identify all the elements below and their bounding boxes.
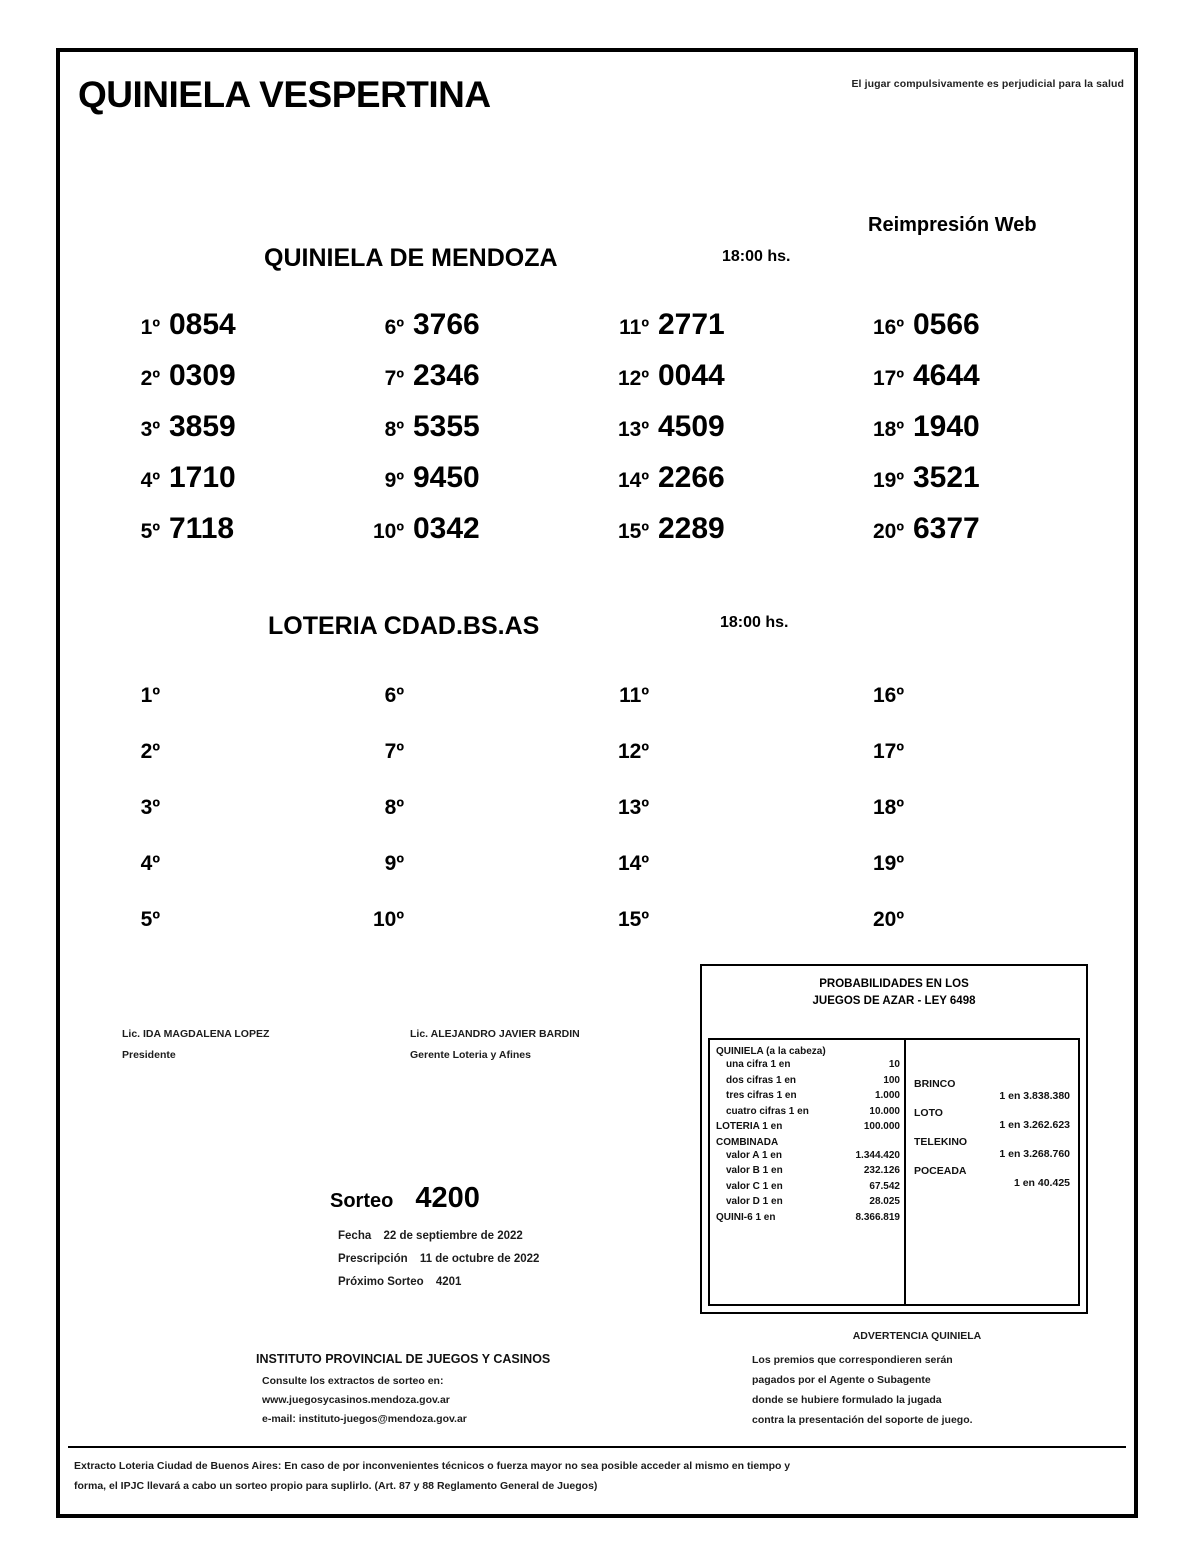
- section-title-loteria-caba: LOTERIA CDAD.BS.AS: [268, 612, 540, 640]
- advertencia-line: donde se hubiere formulado la jugada: [752, 1394, 942, 1406]
- result-rank: 13º: [617, 418, 649, 441]
- result-row: [116, 852, 366, 908]
- institute-name: INSTITUTO PROVINCIAL DE JUEGOS Y CASINOS: [256, 1352, 551, 1366]
- result-rank: 5º: [140, 520, 160, 543]
- fecha-label: Fecha: [338, 1230, 372, 1242]
- result-row: [360, 908, 610, 964]
- game-odds: 1 en 3.268.760: [999, 1148, 1070, 1160]
- section-time-loteria-caba: 18:00 hs.: [720, 614, 789, 631]
- result-row: [360, 852, 610, 908]
- result-row: [605, 410, 855, 461]
- probability-row: [716, 1179, 900, 1195]
- result-rank: 1º: [140, 316, 160, 339]
- probabilities-quiniela-column: [710, 1040, 906, 1304]
- probability-game: [914, 1136, 1074, 1160]
- result-number: 4509: [658, 410, 725, 443]
- result-row: [860, 359, 1110, 410]
- result-rank: 8º: [384, 418, 404, 441]
- result-row: [605, 852, 855, 908]
- result-number: 4644: [913, 359, 980, 392]
- result-rank: 6º: [384, 684, 404, 707]
- probability-row: [716, 1148, 900, 1164]
- result-row: [360, 684, 610, 740]
- sorteo-meta: [330, 1225, 539, 1294]
- result-row: [360, 308, 610, 359]
- probability-value: 100.000: [863, 1121, 900, 1132]
- probability-value: 67.542: [869, 1180, 900, 1192]
- result-rank: 13º: [617, 796, 649, 819]
- result-number: 3766: [413, 308, 480, 341]
- result-number: 1940: [913, 410, 980, 443]
- probability-value: 100: [883, 1074, 900, 1086]
- result-rank: 9º: [384, 852, 404, 875]
- reimpresion-web-label: Reimpresión Web: [868, 214, 1037, 236]
- probability-value: 28.025: [869, 1196, 900, 1207]
- result-rank: 19º: [872, 852, 904, 875]
- game-name: TELEKINO: [914, 1136, 968, 1148]
- result-rank: 10º: [372, 520, 404, 543]
- result-number: 3859: [169, 410, 236, 443]
- result-row: [360, 740, 610, 796]
- signature-name: Lic. IDA MAGDALENA LOPEZ: [122, 1028, 270, 1040]
- probability-row: [716, 1163, 900, 1179]
- probability-label: valor A 1 en: [726, 1149, 782, 1161]
- probability-game: [914, 1107, 1074, 1131]
- signature-name: Lic. ALEJANDRO JAVIER BARDIN: [410, 1028, 580, 1040]
- result-number: 1710: [169, 461, 236, 494]
- result-number: 2346: [413, 359, 480, 392]
- result-row: [116, 410, 366, 461]
- result-rank: 11º: [619, 684, 649, 707]
- result-row: [116, 796, 366, 852]
- result-number: 0342: [413, 512, 480, 545]
- result-rank: 15º: [617, 520, 649, 543]
- footer-note: [74, 1456, 1122, 1496]
- result-rank: 16º: [872, 684, 904, 707]
- advertencia-line: contra la presentación del soporte de juego.: [752, 1414, 973, 1426]
- result-row: [860, 684, 1110, 740]
- result-rank: 20º: [872, 520, 904, 543]
- section-time-quiniela-mendoza: 18:00 hs.: [722, 248, 791, 265]
- result-rank: 19º: [872, 469, 904, 492]
- result-number: 2771: [658, 308, 725, 341]
- result-number: 0309: [169, 359, 236, 392]
- probability-value: 1.344.420: [855, 1149, 900, 1161]
- result-rank: 9º: [384, 469, 404, 492]
- prescripcion-label: Prescripción: [338, 1253, 408, 1265]
- probability-value: 8.366.819: [855, 1211, 900, 1223]
- probability-value: 10.000: [869, 1105, 900, 1117]
- result-row: [360, 461, 610, 512]
- section-title-quiniela-mendoza: QUINIELA DE MENDOZA: [264, 244, 558, 272]
- game-odds: 1 en 3.838.380: [999, 1090, 1070, 1102]
- sorteo-block: [330, 1182, 539, 1294]
- result-number: 6377: [913, 512, 980, 545]
- result-row: [116, 359, 366, 410]
- probability-value: 10: [888, 1059, 900, 1070]
- result-row: [860, 410, 1110, 461]
- result-rank: 12º: [617, 740, 649, 763]
- result-number: 5355: [413, 410, 480, 443]
- result-number: 2266: [658, 461, 725, 494]
- result-rank: 18º: [872, 418, 904, 441]
- result-row: [360, 796, 610, 852]
- result-rank: 3º: [140, 418, 160, 441]
- probability-label: tres cifras 1 en: [726, 1090, 797, 1101]
- result-row: [605, 308, 855, 359]
- probability-label: LOTERIA 1 en: [716, 1121, 783, 1132]
- footer-line: forma, el IPJC llevará a cabo un sorteo propio para suplirlo. (Art. 87 y 88 Reglamento General de Juegos): [74, 1480, 598, 1492]
- probability-label: cuatro cifras 1 en: [726, 1105, 809, 1117]
- probability-row: [716, 1194, 900, 1210]
- result-rank: 20º: [872, 908, 904, 931]
- result-rank: 17º: [872, 367, 904, 390]
- signature-role: Presidente: [122, 1049, 176, 1061]
- result-rank: 12º: [617, 367, 649, 390]
- proximo-sorteo-value: 4201: [435, 1276, 462, 1288]
- result-rank: 8º: [384, 796, 404, 819]
- advertencia-line: Los premios que correspondieren serán: [752, 1354, 953, 1366]
- result-row: [860, 512, 1110, 563]
- quiniela-group-title: QUINIELA (a la cabeza): [716, 1046, 826, 1057]
- result-number: 3521: [913, 461, 980, 494]
- result-rank: 1º: [140, 684, 160, 707]
- result-row: [116, 684, 366, 740]
- signature-block-president: [122, 1024, 269, 1066]
- result-rank: 4º: [140, 469, 160, 492]
- probability-label: una cifra 1 en: [726, 1059, 791, 1070]
- result-rank: 4º: [140, 852, 160, 875]
- probability-row: [716, 1057, 900, 1073]
- probability-label: QUINI-6 1 en: [716, 1211, 776, 1223]
- result-row: [360, 512, 610, 563]
- extract-sheet: [56, 48, 1138, 1518]
- result-number: 7118: [169, 512, 235, 545]
- institute-website[interactable]: www.juegosycasinos.mendoza.gov.ar: [262, 1394, 450, 1406]
- result-row: [605, 740, 855, 796]
- footer-divider: [68, 1446, 1126, 1448]
- probability-label: valor D 1 en: [726, 1196, 783, 1207]
- result-rank: 15º: [617, 908, 649, 931]
- result-number: 0566: [913, 308, 980, 341]
- institute-line: Consulte los extractos de sorteo en:: [262, 1375, 444, 1387]
- result-rank: 16º: [872, 316, 904, 339]
- institute-email[interactable]: e-mail: instituto-juegos@mendoza.gov.ar: [262, 1413, 467, 1425]
- result-number: 2289: [658, 512, 725, 545]
- gambling-warning: El jugar compulsivamente es perjudicial para la salud: [851, 78, 1124, 90]
- probabilities-title-line1: PROBABILIDADES EN LOS: [819, 978, 969, 990]
- probability-row: [716, 1104, 900, 1120]
- result-number: 9450: [413, 461, 480, 494]
- result-row: [605, 461, 855, 512]
- result-row: [860, 740, 1110, 796]
- probability-row-quini6: [716, 1210, 900, 1226]
- advertencia-line: pagados por el Agente o Subagente: [752, 1374, 931, 1386]
- result-row: [116, 908, 366, 964]
- result-row: [860, 308, 1110, 359]
- result-row: [116, 308, 366, 359]
- result-rank: 7º: [384, 740, 404, 763]
- result-row: [860, 908, 1110, 964]
- advertencia-quiniela: [752, 1326, 1082, 1430]
- result-number: 0854: [169, 308, 236, 341]
- probability-row-loteria: [716, 1119, 900, 1135]
- result-rank: 17º: [872, 740, 904, 763]
- footer-line: Extracto Loteria Ciudad de Buenos Aires: En caso de por inconvenientes técnicos o fuerza mayor no sea posible acceder al mismo en tiempo y: [74, 1460, 791, 1472]
- result-row: [605, 512, 855, 563]
- probabilities-title-line2: JUEGOS DE AZAR - LEY 6498: [812, 995, 976, 1007]
- proximo-sorteo-label: Próximo Sorteo: [338, 1276, 424, 1288]
- result-rank: 3º: [140, 796, 160, 819]
- result-row: [116, 461, 366, 512]
- probability-label: dos cifras 1 en: [726, 1074, 797, 1086]
- probability-game: [914, 1165, 1074, 1189]
- result-row: [605, 684, 855, 740]
- combinada-group-title: COMBINADA: [716, 1136, 779, 1148]
- probabilities-box: [700, 964, 1088, 1314]
- result-rank: 10º: [372, 908, 404, 931]
- result-row: [360, 410, 610, 461]
- game-name: LOTO: [914, 1107, 943, 1119]
- probabilities-title: [702, 966, 1086, 1018]
- signature-block-manager: [410, 1024, 580, 1066]
- probability-game: [914, 1078, 1074, 1102]
- result-row: [605, 796, 855, 852]
- institute-block: [256, 1352, 550, 1429]
- result-row: [860, 461, 1110, 512]
- sorteo-label: Sorteo: [330, 1190, 394, 1212]
- result-rank: 7º: [384, 367, 404, 390]
- fecha-value: 22 de septiembre de 2022: [383, 1230, 523, 1242]
- result-rank: 2º: [140, 367, 160, 390]
- result-row: [116, 740, 366, 796]
- result-rank: 5º: [140, 908, 160, 931]
- game-odds: 1 en 3.262.623: [999, 1119, 1070, 1131]
- probabilities-other-games-column: [906, 1040, 1078, 1304]
- game-name: POCEADA: [914, 1165, 967, 1177]
- probability-value: 1.000: [874, 1090, 900, 1101]
- probability-row: [716, 1073, 900, 1089]
- result-rank: 14º: [617, 469, 649, 492]
- result-rank: 6º: [384, 316, 404, 339]
- signature-role: Gerente Loteria y Afines: [410, 1049, 531, 1061]
- result-row: [605, 359, 855, 410]
- result-row: [860, 852, 1110, 908]
- result-rank: 2º: [140, 740, 160, 763]
- advertencia-title: ADVERTENCIA QUINIELA: [852, 1330, 982, 1342]
- result-rank: 14º: [617, 852, 649, 875]
- probability-row: [716, 1088, 900, 1104]
- result-row: [860, 796, 1110, 852]
- game-odds: 1 en 40.425: [1013, 1177, 1070, 1189]
- probability-label: valor C 1 en: [726, 1180, 783, 1192]
- result-number: 0044: [658, 359, 725, 392]
- result-rank: 11º: [619, 316, 649, 339]
- probability-label: valor B 1 en: [726, 1165, 783, 1176]
- game-name: BRINCO: [914, 1078, 956, 1090]
- result-row: [360, 359, 610, 410]
- result-rank: 18º: [872, 796, 904, 819]
- probability-value: 232.126: [863, 1165, 900, 1176]
- result-row: [116, 512, 366, 563]
- prescripcion-value: 11 de octubre de 2022: [419, 1253, 540, 1265]
- sorteo-number: 4200: [415, 1182, 480, 1214]
- result-row: [605, 908, 855, 964]
- page-title: QUINIELA VESPERTINA: [78, 74, 491, 115]
